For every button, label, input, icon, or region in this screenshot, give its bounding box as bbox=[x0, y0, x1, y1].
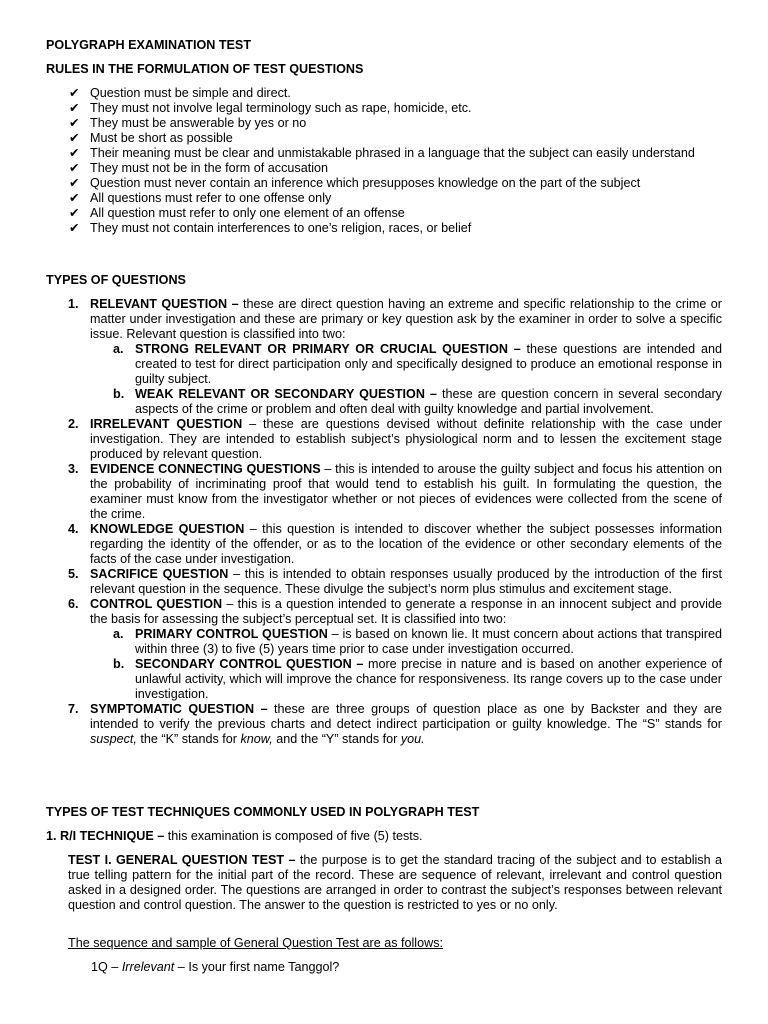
rule-item: ✔ They must not involve legal terminology such as rape, homicide, etc. bbox=[69, 101, 472, 115]
checkmark-icon: ✔ bbox=[69, 206, 80, 220]
rule-item: ✔ All questions must refer to one offense only bbox=[69, 191, 332, 205]
checkmark-icon: ✔ bbox=[69, 191, 80, 205]
question-type-symptomatic: 7. SYMPTOMATIC QUESTION – these are three groups of question place as one by Backster and they are intended to verify the previous charts and detect indirect participation or guilty knowledge. The “S” stands for suspect, the “K” stands for know, and the “Y” stands for you. bbox=[68, 702, 722, 746]
question-subtype-strong-relevant: a. STRONG RELEVANT OR PRIMARY OR CRUCIAL QUESTION – these questions are intended and created to test for direct participation only and specifically designed to produce an emotional response in guilty subject. bbox=[113, 342, 722, 386]
techniques-heading: TYPES OF TEST TECHNIQUES COMMONLY USED IN POLYGRAPH TEST bbox=[46, 805, 480, 819]
general-question-test-paragraph: TEST I. GENERAL QUESTION TEST – the purpose is to get the standard tracing of the subject and to establish a true telling pattern for the initial part of the record. These are sequence of relevant, irrelevant and control question asked in a designed order. The questions are arranged in order to contrast the subject’s responses between relevant question and control question. The answer to the question is restricted to yes or no only. bbox=[68, 853, 722, 912]
checkmark-icon: ✔ bbox=[69, 101, 80, 115]
rule-item: ✔ Must be short as possible bbox=[69, 131, 233, 145]
rule-item: ✔ They must be answerable by yes or no bbox=[69, 116, 307, 130]
question-type-irrelevant: 2. IRRELEVANT QUESTION – these are questions devised without definite relationship with the case under investigation. They are intended to establish subject’s physiological norm and to lessen the excitement stage produced by relevant question. bbox=[68, 417, 722, 461]
rule-item: ✔ Their meaning must be clear and unmistakable phrased in a language that the subject can easily understand bbox=[69, 146, 695, 160]
question-type-evidence-connecting: 3. EVIDENCE CONNECTING QUESTIONS – this is intended to arouse the guilty subject and focus his attention on the probability of incriminating proof that would tend to establish his guilt. In formulating the question, the examiner must know from the investigator whether or not pieces of evidences were collected from the scene of the crime. bbox=[68, 462, 722, 521]
types-heading: TYPES OF QUESTIONS bbox=[46, 273, 186, 287]
rule-item: ✔ Question must be simple and direct. bbox=[69, 86, 291, 100]
checkmark-icon: ✔ bbox=[69, 221, 80, 235]
question-type-knowledge: 4. KNOWLEDGE QUESTION – this question is intended to discover whether the subject possesses information regarding the identity of the offender, or as to the location of the evidence or other secondary elements of the facts of the case under investigation. bbox=[68, 522, 723, 566]
sample-question-1: 1Q – Irrelevant – Is your first name Tanggol? bbox=[91, 960, 340, 974]
checkmark-icon: ✔ bbox=[69, 176, 80, 190]
rule-item: ✔ They must not be in the form of accusation bbox=[69, 161, 329, 175]
rule-item: ✔ They must not contain interferences to one’s religion, races, or belief bbox=[69, 221, 472, 235]
checkmark-icon: ✔ bbox=[69, 161, 80, 175]
question-subtype-secondary-control: b. SECONDARY CONTROL QUESTION – more precise in nature and is based on another experience of unlawful activity, which will improve the chance for responsiveness. Its range covers up to the case under investigation. bbox=[113, 657, 722, 701]
question-type-control: 6. CONTROL QUESTION – this is a question intended to generate a response in an innocent subject and provide the basis for assessing the subject’s perceptual set. It is classified into two: bbox=[68, 597, 722, 626]
question-type-relevant: 1. RELEVANT QUESTION – these are direct question having an extreme and specific relationship to the crime or matter under investigation and these are primary or key question ask by the examiner in order to solve a specific issue. Relevant question is classified into two: bbox=[68, 297, 723, 341]
rules-heading: RULES IN THE FORMULATION OF TEST QUESTIONS bbox=[46, 62, 364, 76]
document-title: POLYGRAPH EXAMINATION TEST bbox=[46, 38, 252, 52]
ri-technique-line: 1. R/I TECHNIQUE – this examination is composed of five (5) tests. bbox=[46, 829, 423, 843]
checkmark-icon: ✔ bbox=[69, 116, 80, 130]
checkmark-icon: ✔ bbox=[69, 86, 80, 100]
question-types-list bbox=[68, 297, 722, 747]
rules-list bbox=[69, 86, 721, 236]
checkmark-icon: ✔ bbox=[69, 146, 80, 160]
question-subtype-primary-control: a. PRIMARY CONTROL QUESTION – is based on known lie. It must concern about actions that transpired within three (3) to five (5) years time prior to case under investigation occurred. bbox=[113, 627, 722, 656]
checkmark-icon: ✔ bbox=[69, 131, 80, 145]
rule-item: ✔ All question must refer to only one element of an offense bbox=[69, 206, 405, 220]
sequence-label: The sequence and sample of General Question Test are as follows: bbox=[68, 936, 443, 950]
rule-item: ✔ Question must never contain an inference which presupposes knowledge on the part of the subject bbox=[69, 176, 641, 190]
question-type-sacrifice: 5. SACRIFICE QUESTION – this is intended to obtain responses usually produced by the introduction of the first relevant question in the sequence. These divulge the subject’s norm plus stimulus and excitement stage. bbox=[68, 567, 722, 596]
question-subtype-weak-relevant: b. WEAK RELEVANT OR SECONDARY QUESTION – these are question concern in several secondary aspects of the crime or problem and often deal with guilty knowledge and partial involvement. bbox=[113, 387, 722, 416]
